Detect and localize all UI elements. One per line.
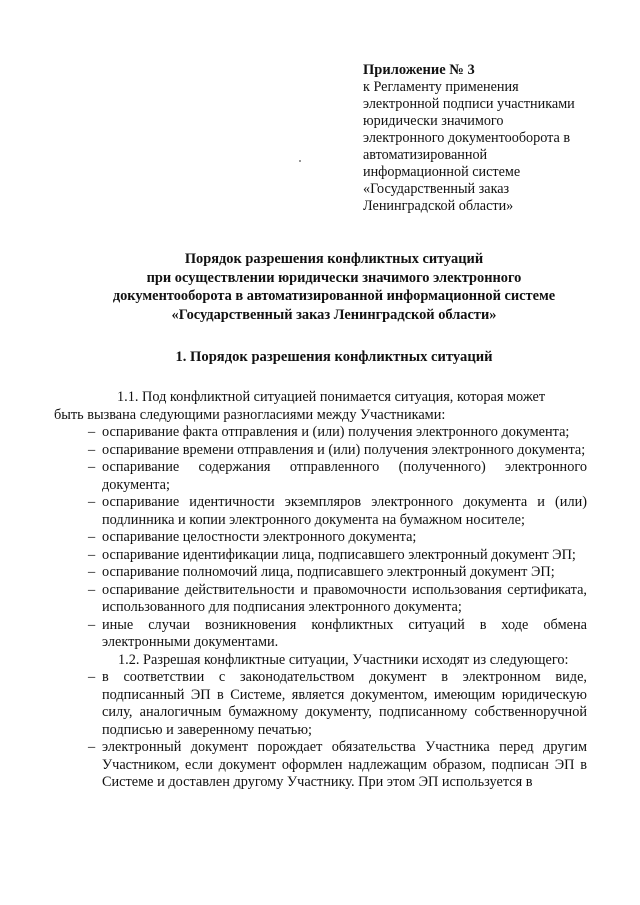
list-item: – оспаривание факта отправления и (или) получения электронного документа; [88, 424, 570, 440]
paragraph-1-1: 1.1. Под конфликтной ситуацией понимается ситуация, которая может [117, 389, 546, 405]
title-line: Порядок разрешения конфликтных ситуаций [184, 251, 484, 267]
dash-bullet: – [88, 564, 96, 580]
dash-bullet: – [88, 546, 96, 563]
title-line: «Государственный заказ Ленинградской области» [171, 306, 497, 323]
list-item: – иные случаи возникновения конфликтных ситуаций в ходе обмена электронными документами. [88, 616, 587, 650]
appendix-block [363, 62, 603, 215]
dash-bullet: – [88, 494, 96, 510]
dash-bullet: – [88, 669, 96, 685]
appendix-line: электронной подписи участниками [363, 96, 575, 112]
appendix-line: автоматизированной [363, 147, 488, 163]
appendix-line: информационной системе [363, 164, 521, 180]
scan-speck [299, 160, 301, 162]
title-line: документооборота в автоматизированной информационной системе [112, 288, 556, 304]
dash-bullet: – [88, 459, 96, 475]
list-item: – оспаривание идентичности экземпляров электронного документа и (или) подлинника и копии электронного документа на бумажном носителе; [88, 494, 587, 528]
appendix-line: Ленинградской области» [363, 198, 514, 214]
conflict-list [88, 424, 587, 652]
title-line: при осуществлении юридически значимого электронного [146, 269, 522, 286]
dash-bullet: – [88, 616, 96, 633]
dash-bullet: – [88, 581, 96, 598]
list-item: – оспаривание идентификации лица, подписавшего электронный документ ЭП; [88, 546, 576, 563]
appendix-line: юридически значимого [363, 113, 504, 129]
paragraph-1-2: 1.2. Разрешая конфликтные ситуации, Участники исходят из следующего: [118, 651, 569, 668]
list-item: – электронный документ порождает обязательства Участника перед другим Участником, если документ оформлен надлежащим образом, подписан ЭП в Системе и доставлен другому Участнику. При этом ЭП используется в [88, 739, 587, 790]
list-item: – в соответствии с законодательством документ в электронном виде, подписанный ЭП в Системе, является документом, имеющим юридическую силу, аналогичным бумажному документу, подписанному собственноручной подписью и заверенному печатью; [88, 669, 587, 738]
appendix-line: к Регламенту применения [363, 79, 519, 95]
dash-bullet: – [88, 424, 96, 440]
principles-list [88, 669, 587, 792]
section-body [54, 389, 587, 792]
list-item: – оспаривание действительности и правомочности использования сертификата, использованного для подписания электронного документа; [88, 581, 587, 615]
appendix-line: «Государственный заказ [363, 181, 510, 197]
list-item: – оспаривание времени отправления и (или) получения электронного документа; [88, 441, 586, 458]
paragraph-1-1-continuation: быть вызвана следующими разногласиями между Участниками: [54, 406, 446, 423]
appendix-number: Приложение № 3 [363, 62, 475, 78]
list-item: – оспаривание полномочий лица, подписавшего электронный документ ЭП; [88, 564, 555, 580]
dash-bullet: – [88, 739, 96, 755]
list-item: – оспаривание целостности электронного документа; [88, 529, 417, 545]
appendix-line: электронного документооборота в [363, 130, 571, 146]
dash-bullet: – [88, 529, 96, 545]
dash-bullet: – [88, 441, 96, 458]
section-heading: 1. Порядок разрешения конфликтных ситуаций [175, 349, 493, 365]
document-title [60, 250, 608, 324]
list-item: – оспаривание содержания отправленного (полученного) электронного документа; [88, 459, 587, 493]
